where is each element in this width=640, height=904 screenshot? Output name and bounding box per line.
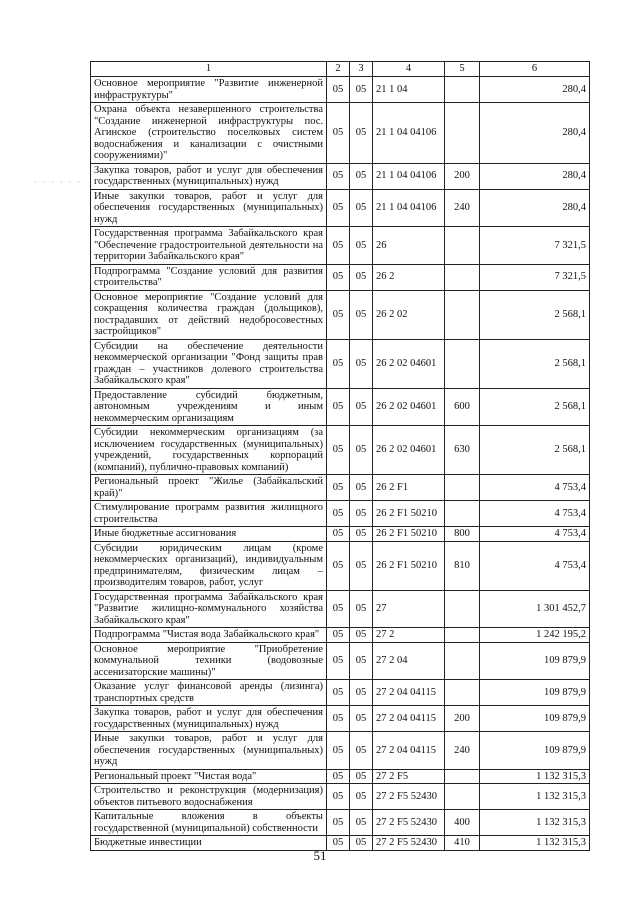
row-amount-cell: 4 753,4 <box>480 541 590 590</box>
row-section-cell: 05 <box>327 541 350 590</box>
row-amount-cell: 4 753,4 <box>480 501 590 527</box>
row-name-cell: Закупка товаров, работ и услуг для обеспечения государственных (муниципальных) нужд <box>91 163 327 189</box>
row-subsection-cell: 05 <box>350 784 373 810</box>
row-expense-type-cell <box>445 590 480 628</box>
row-expense-type-cell <box>445 339 480 388</box>
row-target-article-cell: 26 <box>373 227 445 265</box>
row-amount-cell: 2 568,1 <box>480 290 590 339</box>
row-subsection-cell: 05 <box>350 642 373 680</box>
row-target-article-cell: 26 2 02 <box>373 290 445 339</box>
row-section-cell: 05 <box>327 388 350 426</box>
row-name-cell: Предоставление субсидий бюджетным, автономным учреждениям и иным некоммерческим организациям <box>91 388 327 426</box>
row-amount-cell: 109 879,9 <box>480 680 590 706</box>
row-subsection-cell: 05 <box>350 769 373 784</box>
row-section-cell: 05 <box>327 810 350 836</box>
row-expense-type-cell <box>445 680 480 706</box>
table-row <box>91 189 590 227</box>
row-name-cell: Охрана объекта незавершенного строительства "Создание инженерной инфраструктуры пос. Агинское (строительство поселковых систем водоснабжения и канализации с очистными сооружениями)" <box>91 103 327 164</box>
row-expense-type-cell: 600 <box>445 388 480 426</box>
row-name-cell: Региональный проект "Чистая вода" <box>91 769 327 784</box>
header-cell-subsection: 3 <box>350 62 373 77</box>
row-subsection-cell: 05 <box>350 290 373 339</box>
row-target-article-cell: 21 1 04 04106 <box>373 103 445 164</box>
table-row <box>91 339 590 388</box>
table-row <box>91 706 590 732</box>
row-amount-cell: 7 321,5 <box>480 264 590 290</box>
row-expense-type-cell <box>445 642 480 680</box>
row-target-article-cell: 26 2 <box>373 264 445 290</box>
row-expense-type-cell: 200 <box>445 706 480 732</box>
row-section-cell: 05 <box>327 426 350 475</box>
row-expense-type-cell: 630 <box>445 426 480 475</box>
table-row <box>91 784 590 810</box>
table-row <box>91 227 590 265</box>
row-expense-type-cell: 400 <box>445 810 480 836</box>
row-section-cell: 05 <box>327 77 350 103</box>
table-row <box>91 810 590 836</box>
row-target-article-cell: 27 2 04 04115 <box>373 706 445 732</box>
row-amount-cell: 4 753,4 <box>480 527 590 542</box>
row-target-article-cell: 27 2 F5 52430 <box>373 810 445 836</box>
row-expense-type-cell <box>445 103 480 164</box>
row-target-article-cell: 26 2 F1 50210 <box>373 527 445 542</box>
row-amount-cell: 280,4 <box>480 103 590 164</box>
table-row <box>91 541 590 590</box>
header-cell-section: 2 <box>327 62 350 77</box>
table-row <box>91 680 590 706</box>
row-section-cell: 05 <box>327 732 350 770</box>
row-amount-cell: 280,4 <box>480 163 590 189</box>
row-section-cell: 05 <box>327 339 350 388</box>
row-expense-type-cell <box>445 264 480 290</box>
row-section-cell: 05 <box>327 264 350 290</box>
budget-table-body <box>91 62 590 851</box>
row-target-article-cell: 27 <box>373 590 445 628</box>
row-expense-type-cell: 200 <box>445 163 480 189</box>
row-section-cell: 05 <box>327 769 350 784</box>
row-subsection-cell: 05 <box>350 628 373 643</box>
row-name-cell: Капитальные вложения в объекты государственной (муниципальной) собственности <box>91 810 327 836</box>
row-subsection-cell: 05 <box>350 189 373 227</box>
table-row <box>91 769 590 784</box>
row-section-cell: 05 <box>327 628 350 643</box>
table-row <box>91 527 590 542</box>
row-name-cell: Субсидии на обеспечение деятельности некоммерческой организации "Фонд защиты прав граждан – участников долевого строительства Забайкальского края" <box>91 339 327 388</box>
table-row <box>91 501 590 527</box>
row-amount-cell: 4 753,4 <box>480 475 590 501</box>
row-expense-type-cell: 240 <box>445 189 480 227</box>
row-subsection-cell: 05 <box>350 163 373 189</box>
row-section-cell: 05 <box>327 784 350 810</box>
row-target-article-cell: 27 2 04 04115 <box>373 732 445 770</box>
row-subsection-cell: 05 <box>350 541 373 590</box>
row-name-cell: Бюджетные инвестиции <box>91 836 327 851</box>
row-name-cell: Подпрограмма "Создание условий для развития строительства" <box>91 264 327 290</box>
row-expense-type-cell <box>445 628 480 643</box>
row-name-cell: Основное мероприятие "Развитие инженерной инфраструктуры" <box>91 77 327 103</box>
row-name-cell: Иные закупки товаров, работ и услуг для обеспечения государственных (муниципальных) нужд <box>91 732 327 770</box>
row-name-cell: Субсидии некоммерческим организациям (за исключением государственных (муниципальных) учреждений, государственных корпораций (компаний), публично-правовых компаний) <box>91 426 327 475</box>
row-amount-cell: 1 132 315,3 <box>480 836 590 851</box>
table-row <box>91 475 590 501</box>
row-name-cell: Субсидии юридическим лицам (кроме некоммерческих организаций), индивидуальным предпринимателям, физическим лицам – производителям товаров, работ, услуг <box>91 541 327 590</box>
row-target-article-cell: 27 2 04 04115 <box>373 680 445 706</box>
row-section-cell: 05 <box>327 590 350 628</box>
header-cell-name: 1 <box>91 62 327 77</box>
row-section-cell: 05 <box>327 527 350 542</box>
row-expense-type-cell <box>445 769 480 784</box>
row-subsection-cell: 05 <box>350 501 373 527</box>
header-cell-expense-type: 5 <box>445 62 480 77</box>
row-section-cell: 05 <box>327 290 350 339</box>
table-row <box>91 388 590 426</box>
row-target-article-cell: 26 2 02 04601 <box>373 339 445 388</box>
table-row <box>91 290 590 339</box>
table-row <box>91 732 590 770</box>
row-amount-cell: 2 568,1 <box>480 339 590 388</box>
row-amount-cell: 280,4 <box>480 77 590 103</box>
row-name-cell: Иные закупки товаров, работ и услуг для обеспечения государственных (муниципальных) нужд <box>91 189 327 227</box>
row-subsection-cell: 05 <box>350 590 373 628</box>
row-expense-type-cell <box>445 77 480 103</box>
row-name-cell: Закупка товаров, работ и услуг для обеспечения государственных (муниципальных) нужд <box>91 706 327 732</box>
row-subsection-cell: 05 <box>350 426 373 475</box>
row-name-cell: Государственная программа Забайкальского края "Обеспечение градостроительной деятельности на территории Забайкальского края" <box>91 227 327 265</box>
row-target-article-cell: 21 1 04 04106 <box>373 189 445 227</box>
row-expense-type-cell: 810 <box>445 541 480 590</box>
row-target-article-cell: 27 2 F5 52430 <box>373 784 445 810</box>
row-section-cell: 05 <box>327 501 350 527</box>
row-subsection-cell: 05 <box>350 227 373 265</box>
row-subsection-cell: 05 <box>350 706 373 732</box>
row-subsection-cell: 05 <box>350 264 373 290</box>
row-subsection-cell: 05 <box>350 77 373 103</box>
row-amount-cell: 280,4 <box>480 189 590 227</box>
row-subsection-cell: 05 <box>350 680 373 706</box>
row-target-article-cell: 21 1 04 <box>373 77 445 103</box>
row-subsection-cell: 05 <box>350 339 373 388</box>
table-header-row <box>91 62 590 77</box>
row-section-cell: 05 <box>327 836 350 851</box>
row-expense-type-cell: 240 <box>445 732 480 770</box>
row-name-cell: Стимулирование программ развития жилищного строительства <box>91 501 327 527</box>
row-name-cell: Строительство и реконструкция (модернизация) объектов питьевого водоснабжения <box>91 784 327 810</box>
row-target-article-cell: 27 2 04 <box>373 642 445 680</box>
row-amount-cell: 1 132 315,3 <box>480 769 590 784</box>
row-target-article-cell: 26 2 F1 <box>373 475 445 501</box>
row-name-cell: Государственная программа Забайкальского края "Развитие жилищно-коммунального хозяйства Забайкальского края" <box>91 590 327 628</box>
row-amount-cell: 109 879,9 <box>480 706 590 732</box>
row-target-article-cell: 21 1 04 04106 <box>373 163 445 189</box>
table-row <box>91 426 590 475</box>
header-cell-target-article: 4 <box>373 62 445 77</box>
row-amount-cell: 1 132 315,3 <box>480 810 590 836</box>
table-row <box>91 103 590 164</box>
row-name-cell: Иные бюджетные ассигнования <box>91 527 327 542</box>
row-amount-cell: 1 242 195,2 <box>480 628 590 643</box>
row-target-article-cell: 26 2 02 04601 <box>373 426 445 475</box>
row-expense-type-cell: 800 <box>445 527 480 542</box>
row-amount-cell: 1 132 315,3 <box>480 784 590 810</box>
row-subsection-cell: 05 <box>350 527 373 542</box>
table-row <box>91 590 590 628</box>
row-target-article-cell: 27 2 <box>373 628 445 643</box>
row-subsection-cell: 05 <box>350 103 373 164</box>
row-target-article-cell: 27 2 F5 52430 <box>373 836 445 851</box>
row-subsection-cell: 05 <box>350 810 373 836</box>
row-section-cell: 05 <box>327 163 350 189</box>
row-section-cell: 05 <box>327 706 350 732</box>
row-subsection-cell: 05 <box>350 475 373 501</box>
row-section-cell: 05 <box>327 680 350 706</box>
row-section-cell: 05 <box>327 189 350 227</box>
row-subsection-cell: 05 <box>350 836 373 851</box>
row-name-cell: Оказание услуг финансовой аренды (лизинга) транспортных средств <box>91 680 327 706</box>
row-section-cell: 05 <box>327 642 350 680</box>
table-row <box>91 264 590 290</box>
row-name-cell: Основное мероприятие "Создание условий для сокращения количества граждан (дольщиков), пострадавших от действий недобросовестных застройщиков" <box>91 290 327 339</box>
row-amount-cell: 2 568,1 <box>480 388 590 426</box>
row-target-article-cell: 26 2 F1 50210 <box>373 501 445 527</box>
table-row <box>91 628 590 643</box>
row-expense-type-cell <box>445 784 480 810</box>
table-row <box>91 77 590 103</box>
header-cell-amount: 6 <box>480 62 590 77</box>
row-expense-type-cell <box>445 475 480 501</box>
page-number: 51 <box>313 848 327 863</box>
row-section-cell: 05 <box>327 475 350 501</box>
row-section-cell: 05 <box>327 103 350 164</box>
table-row <box>91 163 590 189</box>
row-amount-cell: 2 568,1 <box>480 426 590 475</box>
table-row <box>91 642 590 680</box>
row-subsection-cell: 05 <box>350 732 373 770</box>
row-name-cell: Подпрограмма "Чистая вода Забайкальского края" <box>91 628 327 643</box>
row-amount-cell: 1 301 452,7 <box>480 590 590 628</box>
row-amount-cell: 7 321,5 <box>480 227 590 265</box>
row-subsection-cell: 05 <box>350 388 373 426</box>
row-name-cell: Основное мероприятие "Приобретение коммунальной техники (водовозные ассенизаторские машины)" <box>91 642 327 680</box>
row-amount-cell: 109 879,9 <box>480 732 590 770</box>
row-expense-type-cell <box>445 290 480 339</box>
row-expense-type-cell <box>445 227 480 265</box>
row-target-article-cell: 26 2 F1 50210 <box>373 541 445 590</box>
row-target-article-cell: 26 2 02 04601 <box>373 388 445 426</box>
row-expense-type-cell <box>445 501 480 527</box>
row-section-cell: 05 <box>327 227 350 265</box>
row-amount-cell: 109 879,9 <box>480 642 590 680</box>
row-target-article-cell: 27 2 F5 <box>373 769 445 784</box>
row-name-cell: Региональный проект "Жилье (Забайкальский край)" <box>91 475 327 501</box>
budget-table <box>90 61 590 851</box>
row-expense-type-cell: 410 <box>445 836 480 851</box>
margin-dots: · · · · · · <box>34 178 82 187</box>
